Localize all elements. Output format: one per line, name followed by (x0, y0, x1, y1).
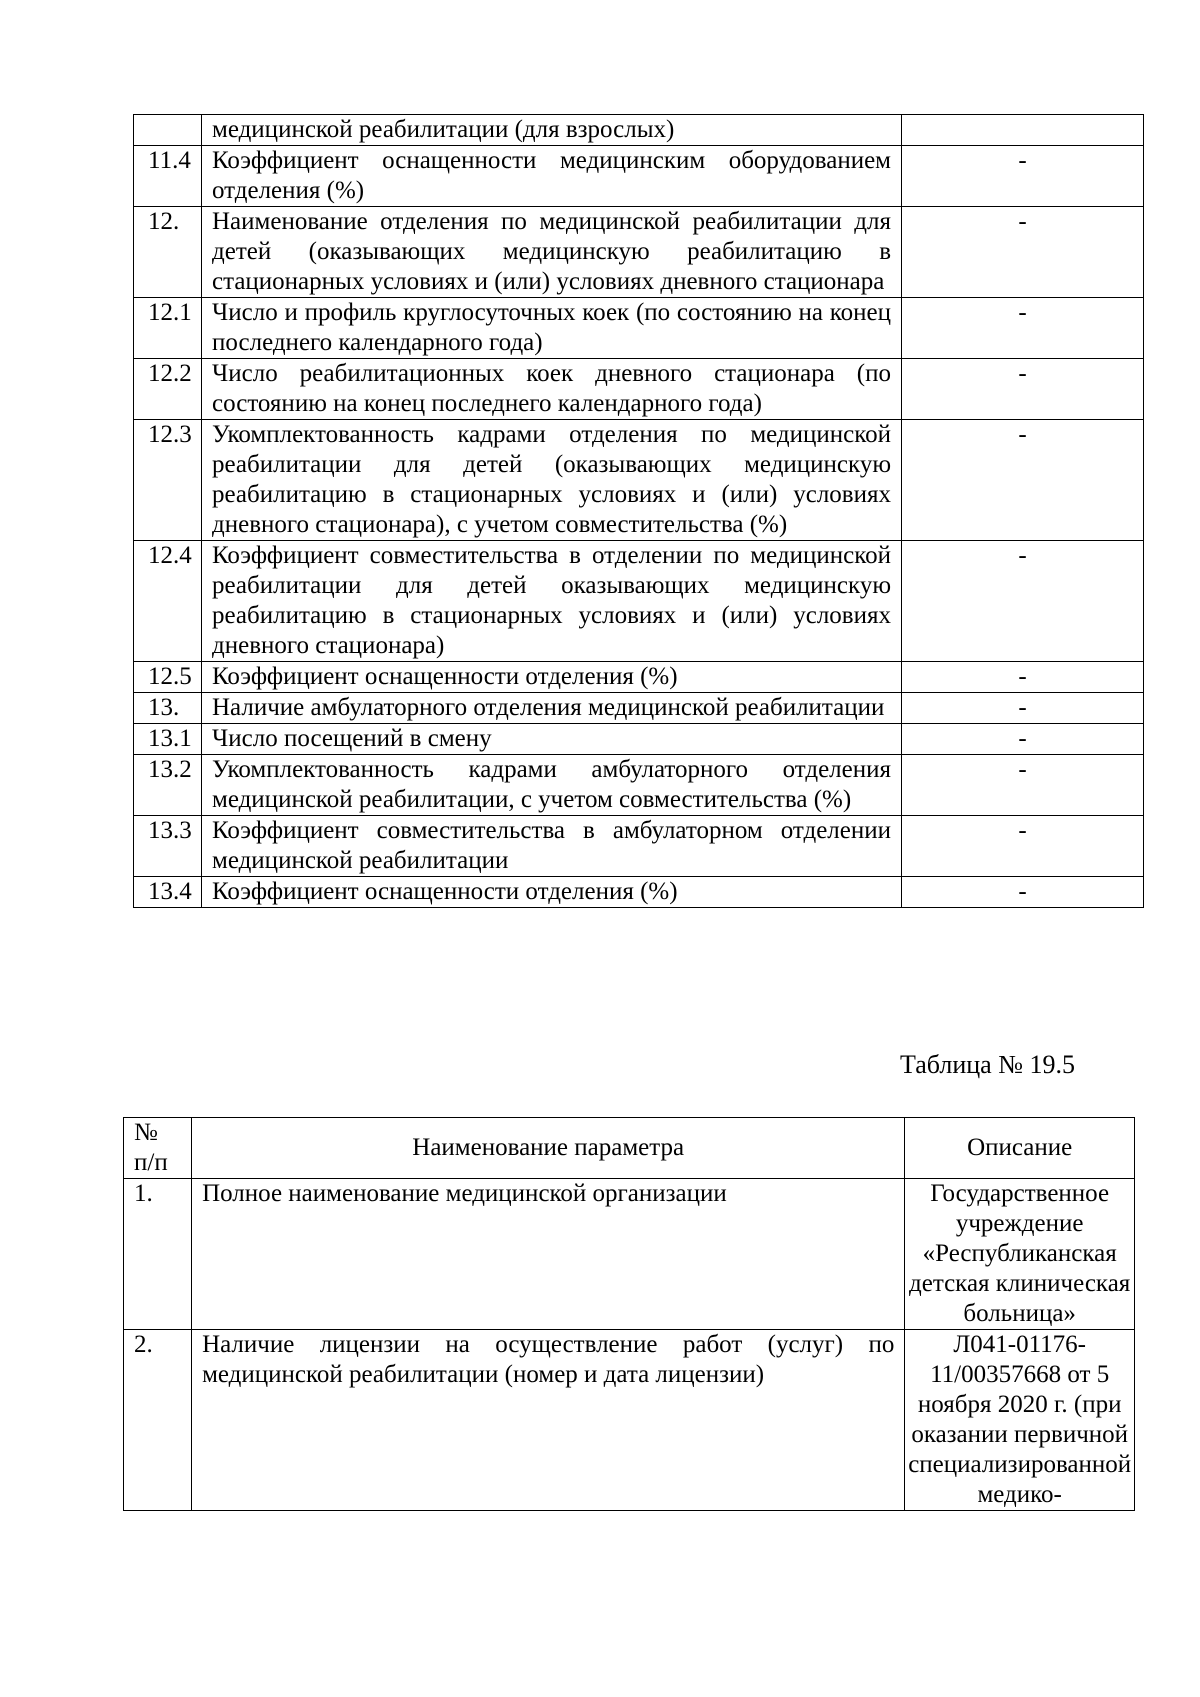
row-number: 1. (124, 1179, 192, 1330)
table-row (124, 1179, 1135, 1330)
table-row (134, 359, 1144, 420)
header-parameter-name: Наименование параметра (192, 1118, 905, 1179)
row-number: 12.1 (134, 298, 202, 359)
parameter-value: - (902, 816, 1144, 877)
row-number: 2. (124, 1330, 192, 1511)
parameter-value: - (902, 207, 1144, 298)
row-number: 13.4 (134, 877, 202, 908)
parameter-value: - (902, 693, 1144, 724)
parameter-name: Коэффициент оснащенности медицинским оборудованием отделения (%) (202, 146, 902, 207)
parameter-name: Коэффициент совместительства в амбулаторном отделении медицинской реабилитации (202, 816, 902, 877)
row-number: 13. (134, 693, 202, 724)
row-number: 12.3 (134, 420, 202, 541)
table-row (134, 724, 1144, 755)
row-number: 12. (134, 207, 202, 298)
parameters-table-19-5 (123, 1117, 1135, 1511)
parameter-value: - (902, 662, 1144, 693)
table-row (134, 420, 1144, 541)
table-body (124, 1179, 1135, 1511)
table-row (134, 662, 1144, 693)
parameter-name: Наличие лицензии на осуществление работ (услуг) по медицинской реабилитации (номер и дата лицензии) (192, 1330, 905, 1511)
parameter-value: - (902, 359, 1144, 420)
header-number: № п/п (124, 1118, 192, 1179)
header-row (124, 1118, 1135, 1179)
parameter-name: Коэффициент оснащенности отделения (%) (202, 662, 902, 693)
parameter-value: - (902, 724, 1144, 755)
parameter-name: Укомплектованность кадрами амбулаторного отделения медицинской реабилитации, с учетом совместительства (%) (202, 755, 902, 816)
parameter-value: - (902, 755, 1144, 816)
table-row (134, 146, 1144, 207)
parameter-name: Коэффициент совместительства в отделении по медицинской реабилитации для детей оказывающих медицинскую реабилитацию в стационарных условиях и (или) условиях дневного стационара) (202, 541, 902, 662)
parameter-value: - (902, 541, 1144, 662)
header-description: Описание (905, 1118, 1135, 1179)
table-row (134, 816, 1144, 877)
table-row (134, 755, 1144, 816)
parameter-value (902, 115, 1144, 146)
parameter-name: Полное наименование медицинской организации (192, 1179, 905, 1330)
row-number: 12.4 (134, 541, 202, 662)
table-row (134, 207, 1144, 298)
parameter-value: - (902, 146, 1144, 207)
row-number (134, 115, 202, 146)
table-row (134, 877, 1144, 908)
parameter-name: Коэффициент оснащенности отделения (%) (202, 877, 902, 908)
row-number: 13.2 (134, 755, 202, 816)
table-caption: Таблица № 19.5 (900, 1050, 1076, 1079)
row-number: 12.2 (134, 359, 202, 420)
table-row (134, 693, 1144, 724)
parameters-table-continued (133, 114, 1144, 908)
parameter-value: Л041-01176-11/00357668 от 5 ноября 2020 г. (при оказании первичной специализированной медико- (905, 1330, 1135, 1511)
table-row (134, 541, 1144, 662)
parameter-value: Государственное учреждение «Республиканская детская клиническая больница» (905, 1179, 1135, 1330)
row-number: 12.5 (134, 662, 202, 693)
row-number: 13.1 (134, 724, 202, 755)
parameter-name: медицинской реабилитации (для взрослых) (202, 115, 902, 146)
table-row (124, 1330, 1135, 1511)
parameter-name: Число и профиль круглосуточных коек (по состоянию на конец последнего календарного года) (202, 298, 902, 359)
parameter-name: Число посещений в смену (202, 724, 902, 755)
parameter-name: Число реабилитационных коек дневного стационара (по состоянию на конец последнего календарного года) (202, 359, 902, 420)
parameter-value: - (902, 298, 1144, 359)
table-body (134, 115, 1144, 908)
row-number: 13.3 (134, 816, 202, 877)
table-row (134, 115, 1144, 146)
table-row (134, 298, 1144, 359)
parameter-name: Укомплектованность кадрами отделения по медицинской реабилитации для детей (оказывающих медицинскую реабилитацию в стационарных условиях и (или) условиях дневного стационара), с учетом совместительства (%) (202, 420, 902, 541)
parameter-name: Наименование отделения по медицинской реабилитации для детей (оказывающих медицинскую реабилитацию в стационарных условиях и (или) условиях дневного стационара (202, 207, 902, 298)
parameter-value: - (902, 877, 1144, 908)
row-number: 11.4 (134, 146, 202, 207)
parameter-name: Наличие амбулаторного отделения медицинской реабилитации (202, 693, 902, 724)
parameter-value: - (902, 420, 1144, 541)
table-header (124, 1118, 1135, 1179)
